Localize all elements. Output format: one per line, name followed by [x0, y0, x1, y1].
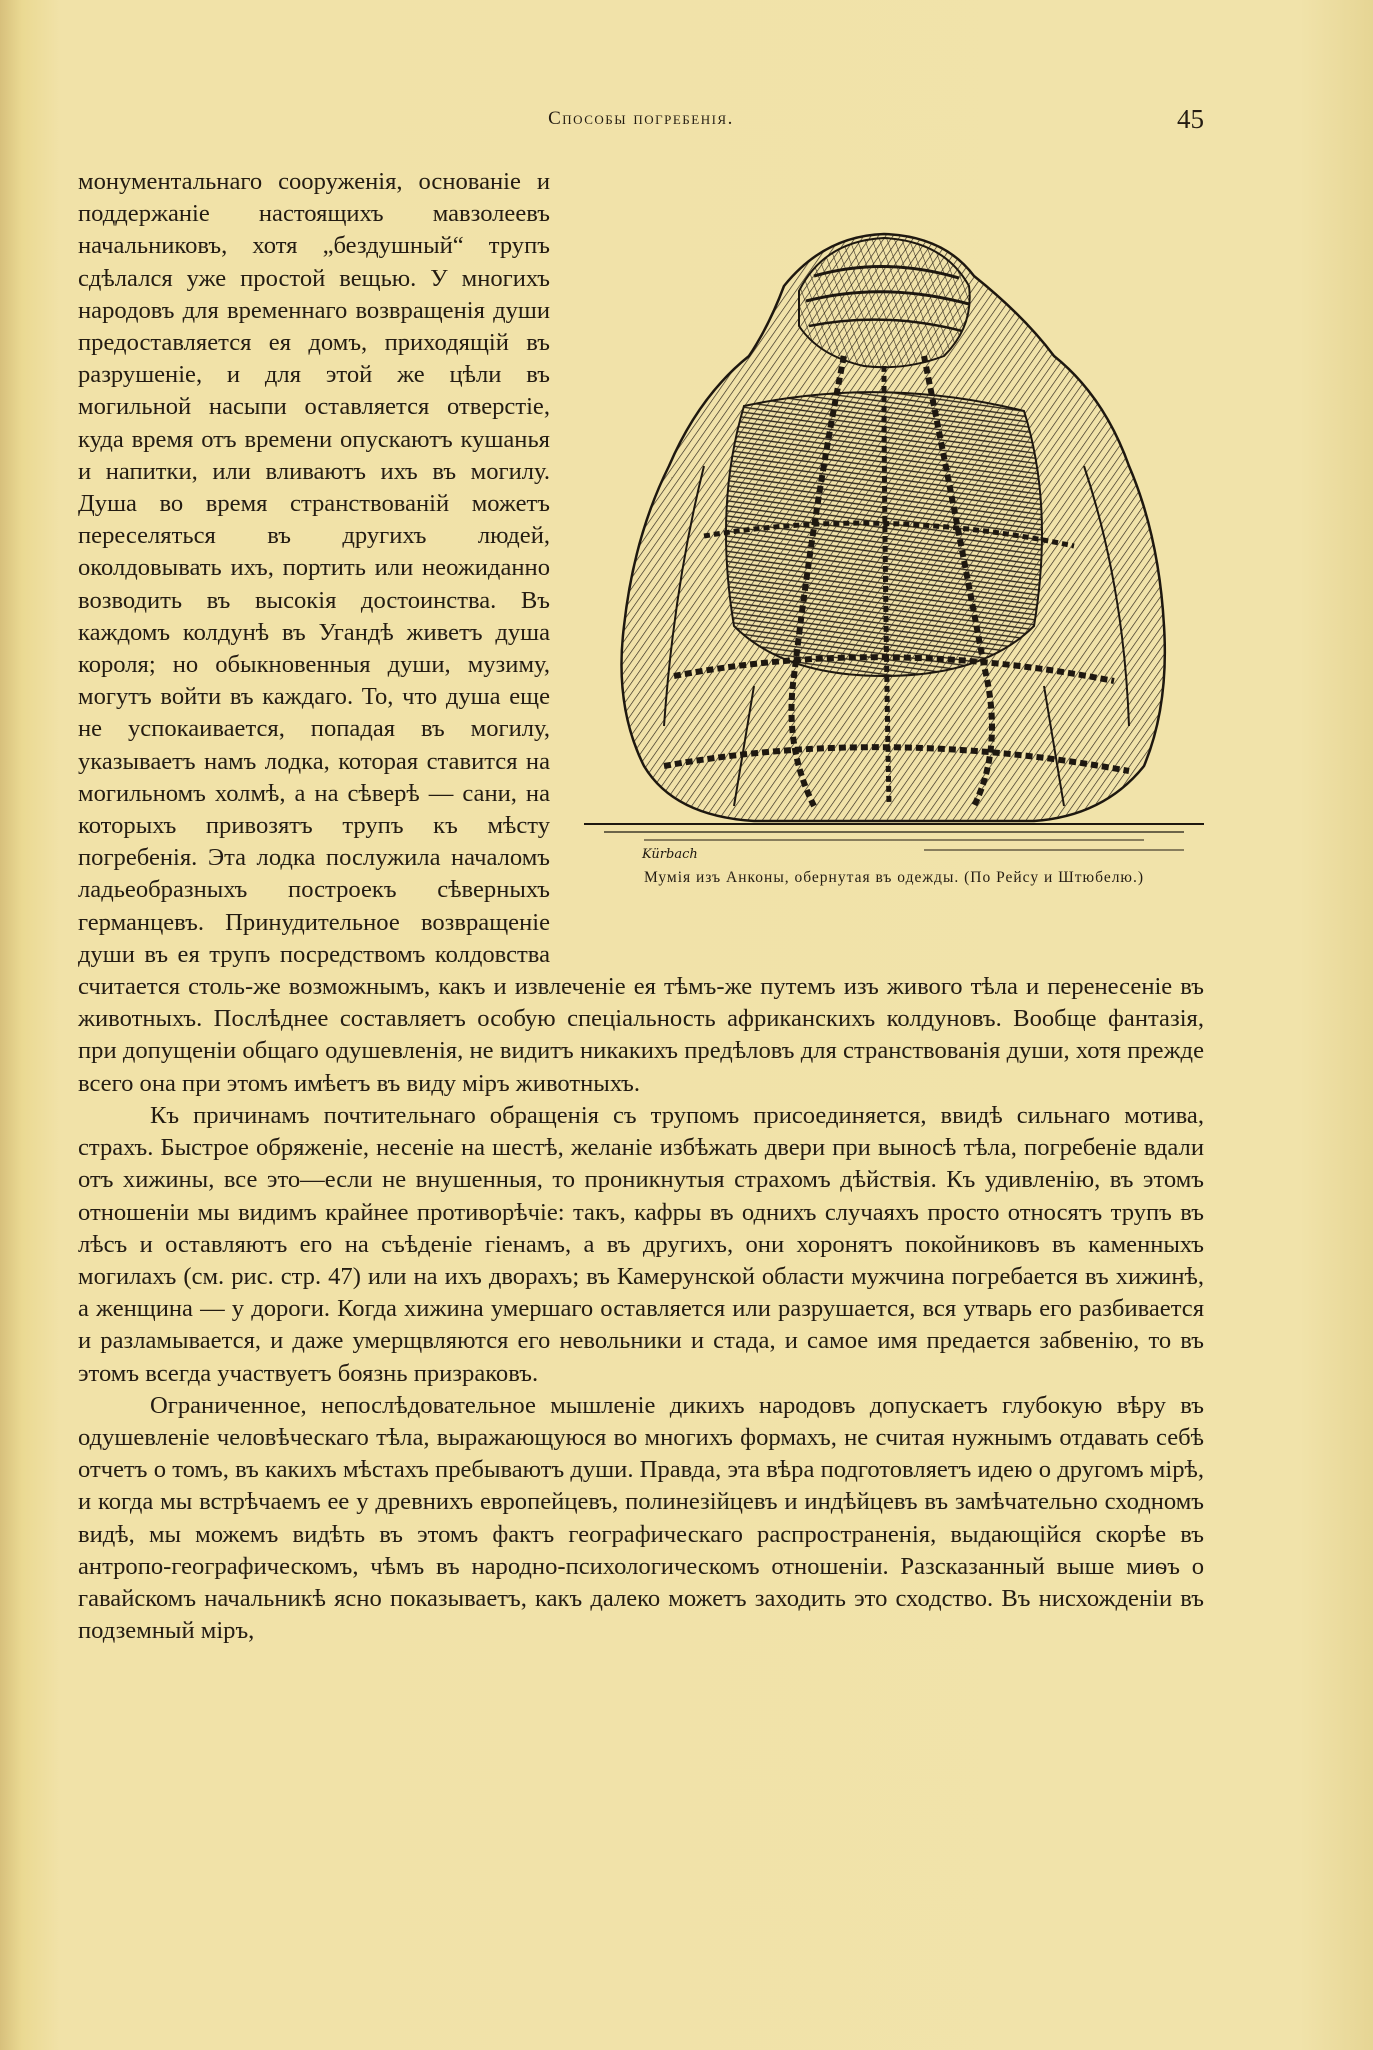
engraver-signature: Kürbach: [642, 847, 698, 861]
page-number: 45: [1177, 104, 1204, 134]
mummy-engraving: [584, 206, 1204, 861]
paragraph-3: Ограниченное, непослѣдовательное мышленіе дикихъ народовъ допускаетъ глубокую вѣру въ одушевленіе человѣческаго тѣла, выражающуюся во многихъ формахъ, не считая нужнымъ отдавать себѣ отчетъ о томъ, въ какихъ мѣстахъ пребываютъ души. Правда, эта вѣра подготовляетъ идею о другомъ мірѣ, и когда мы встрѣчаемъ ее у древнихъ европейцевъ, полинезійцевъ и индѣйцевъ въ замѣчательно сходномъ видѣ, мы можемъ видѣть въ этомъ фактъ географическаго распространенія, выдающійся скорѣе въ антропо-географическомъ, чѣмъ въ народно-психологическомъ отношеніи. Разсказанный выше миѳъ о гавайскомъ начальникѣ ясно показываетъ, какъ далеко можетъ заходить это сходство. Въ нисхожденіи въ подземный міръ,: [78, 1391, 1204, 1645]
page-header: [78, 104, 1204, 142]
figure-caption: Мумія изъ Анконы, обернутая въ одежды. (По Рейсу и Штюбелю.): [643, 869, 1145, 886]
running-title: Способы погребенія.: [548, 108, 734, 129]
body-text: [78, 166, 1204, 1647]
paragraph-1: монументальнаго сооруженія, основаніе и поддержаніе настоящихъ мавзолеевъ начальниковъ, хотя „бездушный“ трупъ сдѣлался уже простой вещью. У многихъ народовъ для временнаго возвращенія души предоставляется ея домъ, приходящій въ разрушеніе, и для этой же цѣли въ могильной насыпи оставляется отверстіе, куда время отъ времени опускаютъ кушанья и напитки, или вливаютъ ихъ въ могилу. Душа во время странствованій можетъ переселяться въ другихъ людей, околдовывать ихъ, портить или неожиданно возводить въ высокія достоинства. Въ каждомъ колдунѣ въ Угандѣ живетъ душа короля; но обыкновенныя души, музиму, могутъ войти въ каждаго. То, что душа еще не успокаивается, попадая въ могилу, указываетъ намъ лодка, которая ставится на могильномъ холмѣ, а на сѣверѣ — сани, на которыхъ привозятъ трупъ къ мѣсту погребенія. Эта лодка послужила началомъ ладьеобразныхъ построекъ сѣверныхъ германцевъ. Принудительное возвращеніе души въ ея трупъ посредствомъ колдовства считается столь-же возможнымъ, какъ и извлеченіе ея тѣмъ-же путемъ изъ живого тѣла и перенесеніе въ животныхъ. Послѣднее составляетъ особую спеціальность африканскихъ колдуновъ. Вообще фантазія, при допущеніи общаго одушевленія, не видитъ никакихъ предѣловъ для странствованія души, хотя прежде всего она при этомъ имѣетъ въ виду міръ животныхъ.: [78, 168, 1204, 1097]
paragraph-2: Къ причинамъ почтительнаго обращенія съ трупомъ присоединяется, ввидѣ сильнаго мотива, страхъ. Быстрое обряженіе, несеніе на шестѣ, желаніе избѣжать двери при выносѣ тѣла, погребеніе вдали отъ хижины, все это—если не внушенныя, то проникнутыя страхомъ дѣйствія. Къ удивленію, въ этомъ отношеніи мы видимъ крайнее противорѣчіе: такъ, кафры въ однихъ случаяхъ просто относятъ трупъ въ лѣсъ и оставляютъ его на съѣденіе гіенамъ, а въ другихъ, они хоронятъ покойниковъ въ каменныхъ могилахъ (см. рис. стр. 47) или на ихъ дворахъ; въ Камерунской области мужчина погребается въ хижинѣ, а женщина — у дороги. Когда хижина умершаго оставляется или разрушается, вся утварь его разбивается и разламывается, и даже умерщвляются его невольники и стада, и самое имя предается забвенію, то въ этомъ всегда участвуетъ боязнь призраковъ.: [78, 1101, 1204, 1387]
figure-mummy: [584, 206, 1204, 944]
